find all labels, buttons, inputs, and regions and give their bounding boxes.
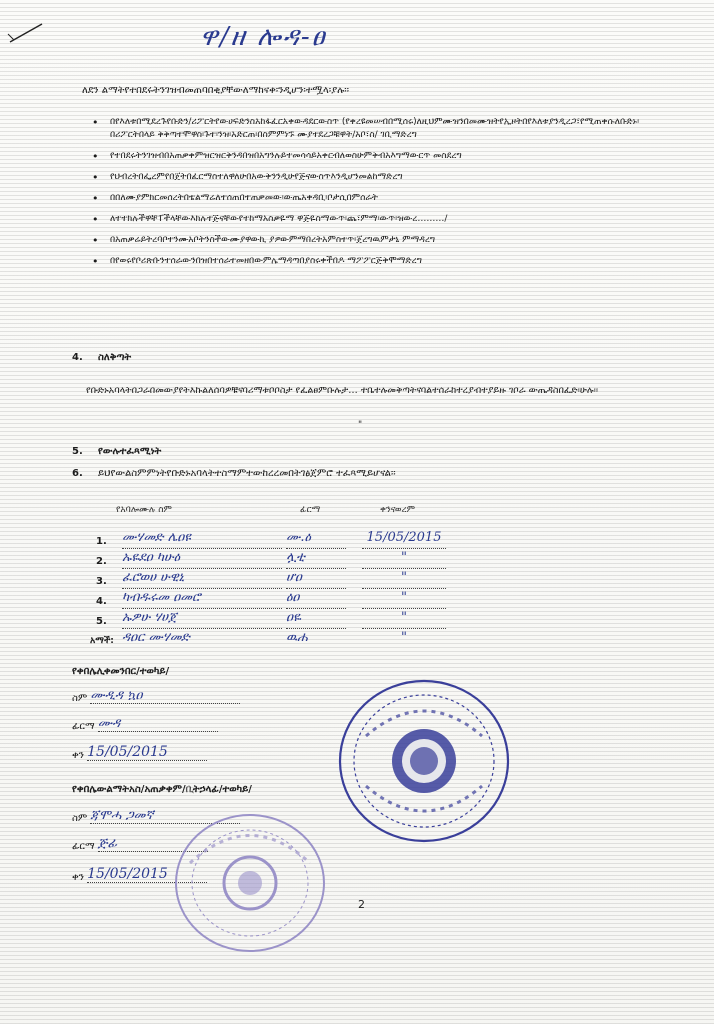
table-row: [90, 630, 436, 650]
member-date: ": [362, 550, 446, 569]
list-item-text: የህብረትበፌረምየበጀትበፈርማስተለዋለሁበአውቅንንዲሁየጅናውስጥእንዲሆንመልከማድረግ: [110, 172, 403, 182]
list-item: [88, 192, 664, 205]
section-4-heading: [72, 352, 131, 363]
member-name: ሙሃመድ ሌዐዩ: [122, 530, 282, 549]
member-name: ፈሮወሀ ሁዊኒ: [122, 570, 282, 589]
faded-stamp-seal: [170, 808, 330, 958]
member-signature: ዉሐ: [286, 630, 308, 645]
field-value: 15/05/2015: [87, 744, 207, 761]
official-stamp-seal: [336, 676, 512, 846]
section-title: ስለቅጣት: [98, 352, 132, 363]
table-row: [96, 570, 436, 590]
section-title: የውሉተፈጻሚነት: [98, 446, 162, 457]
table-row: [96, 610, 436, 630]
member-signature: ዕዐ: [286, 590, 346, 609]
witness1-signature-field: [72, 716, 218, 732]
obligations-list: [88, 116, 664, 276]
member-date: 15/05/2015: [362, 530, 446, 549]
stray-mark: ": [358, 420, 363, 430]
intro-paragraph: ለደን ልማትየተበደሩትንገዝብመጠባበቂያቸውለማከናቀ፡ንዲሆን፡ተሟላ፡ያሉ፡፡: [82, 85, 350, 96]
witness1-title: የቀበሌሊቀመንበር/ተወካይ/: [72, 666, 170, 677]
member-date: ": [362, 610, 446, 629]
column-header-date: ቀንናወረም: [380, 505, 416, 515]
member-name: ኡዬደዐ ካሁዕ: [122, 550, 282, 569]
corner-pen-mark: [6, 14, 46, 54]
bullet-icon: •: [92, 171, 99, 184]
section-number: 4.: [72, 352, 83, 363]
field-value: ጅፊ: [98, 836, 208, 852]
field-label: ቀን: [72, 750, 84, 761]
witness1-date-field: [72, 744, 207, 761]
field-value: ሙዲዳ ኳዐ: [90, 688, 240, 704]
field-value: 15/05/2015: [87, 866, 207, 883]
member-name: ኡዎሁ ሃሀጀ: [122, 610, 282, 629]
member-name: ዳዐር ሙሃመድ: [122, 630, 190, 645]
field-label: ፊርማ: [72, 721, 95, 732]
page-number: 2: [358, 898, 365, 911]
bullet-icon: •: [92, 192, 99, 205]
row-number: 5.: [96, 616, 107, 627]
section-6-heading: [72, 468, 396, 479]
member-signature: ሏቲ: [286, 550, 346, 569]
table-row: [96, 530, 442, 550]
list-item-text: በየእለቱበሚደረጉየቡድን/ሪፖርትየውሀፍድንስአከፋፈርአቀውዳደርውስጥ (የቀረዩመሠብበሚሰሩ)ለዚህምሙዝንበመሙዝትየኢዞትበየእለቱያንዲረጋ፣የሚጠቀሱለቡድኑ፡በሪፖርትበላይ ቅቅጣተሞዋስ፡ጉተ፡ንዝ፡አድርጠ፡በስምምነኙ ሙያተደረጋቹዋት/አቦ፣ስ/ ገቢማድረግ: [110, 117, 640, 140]
list-item: [88, 150, 664, 163]
list-item-text: የተበደሩትንገዝብበአጠቃቀምዝርዝርቅንዳበዝበአግንሉይተመሳሳይአቀርብለወስሁምቅብአእግማውርጥ መስደረግ: [110, 151, 462, 161]
witness1-name-field: [72, 688, 240, 704]
section-number: 5.: [72, 446, 83, 457]
bullet-icon: •: [92, 213, 99, 226]
list-item: [88, 213, 664, 226]
row-number: 4.: [96, 596, 107, 607]
column-header-name: የአባሎሙሉ ስም: [116, 505, 172, 515]
member-date: ": [362, 570, 446, 589]
penalty-paragraph: የቡድኑአባላትበጋራበመውያየትእኩልለሰባዎቹናባሪማቱቦቦስታ የፈልፀምቡሉታ… ተቤተሉመቅጣትናባልተሰራከተረያብተያይዙ ገቦራ ውጤዳስበፈድ፡ሁሉ፡፡: [86, 385, 599, 396]
field-label: ስም: [72, 693, 88, 704]
list-item: [88, 171, 664, 184]
member-signature: ዐዬ: [286, 610, 346, 629]
member-signature: ሙ.ዕ: [286, 530, 346, 549]
field-value: ጃሞሓ ጋመኛ: [90, 808, 240, 824]
section-title: ይህየውልስምምነትየቡድኑአባላትተስማምተውከረረመበትገፅጀምሮ ተፈጻሚይሆናል፡፡: [98, 468, 396, 479]
handwritten-reference-code: ዋ/ዘ ሎዳ-ፀ: [200, 22, 327, 52]
bullet-icon: •: [92, 234, 99, 247]
list-item-text: በአጠቃሬይትረባቦተንሙአቦትንስችውሙያዋውኪ ያዎውምማበረትአምስተጥ፡ጀረግዉምታኒ ምማዳረግ: [110, 235, 436, 245]
member-date: ": [362, 590, 446, 609]
witness2-title: የቀበሌውልማትአስ/አጠቃቀም/ቢትኃላፊ/ተወካይ/: [72, 784, 252, 795]
row-number: 1.: [96, 536, 107, 547]
list-item-text: በየወሩየቦሪጽቡንተሰራውንበዝበተሰራተመዘበውምሌማዳጣበያስሩቀችበዶ ማፖፖርጅቅሞማድረግ: [110, 256, 422, 266]
column-header-signature: ፊርማ: [300, 505, 321, 515]
member-date: ": [401, 630, 407, 645]
list-item: [88, 255, 664, 268]
bullet-icon: •: [92, 116, 99, 129]
field-label: ፊርማ: [72, 841, 95, 852]
field-value: ሙዳ: [98, 716, 218, 732]
row-number: አማች:: [90, 636, 114, 646]
section-number: 6.: [72, 468, 83, 479]
table-row: [96, 550, 436, 570]
field-label: ስም: [72, 813, 88, 824]
member-name: ካብዱሩመ ዐመሮ: [122, 590, 282, 609]
list-item-text: ለተተክሉችዋቸፐችላቸውእክሉተጅናቸውየተከማአስቃዬማ ዋጅዬስማውጥ፡ጨ፣ምማ፡ውጥ፡ዝውረ………/: [110, 214, 448, 224]
row-number: 2.: [96, 556, 107, 567]
list-item: [88, 234, 664, 247]
list-item-text: በበለሙያምክርመሰረትበቴልማሬለተሰጠበተጠቃመው፡ውጤአቀዳቢ፡ቦታሲበምሰራት: [110, 193, 378, 203]
row-number: 3.: [96, 576, 107, 587]
section-5-heading: [72, 446, 161, 457]
table-row: [96, 590, 436, 610]
list-item: [88, 116, 664, 142]
member-signature: ሆዐ: [286, 570, 346, 589]
field-label: ቀን: [72, 872, 84, 883]
bullet-icon: •: [92, 255, 99, 268]
bullet-icon: •: [92, 150, 99, 163]
